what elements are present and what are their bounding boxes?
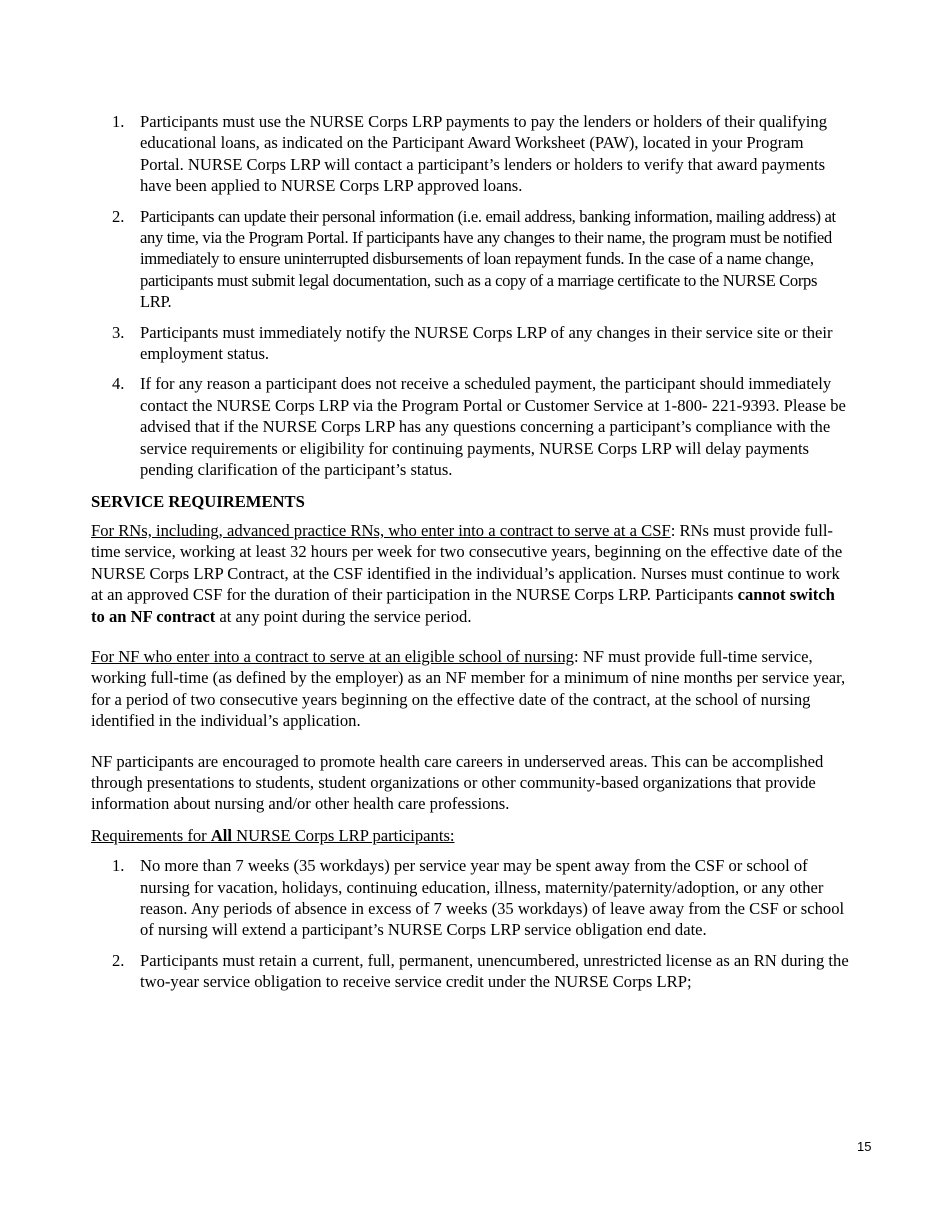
list-number: 3. — [112, 322, 125, 342]
requirements-title-bold: All — [210, 825, 233, 845]
nf-lead-text: For NF who enter into a contract to serve at an eligible school of nursing — [91, 646, 574, 666]
section-heading: SERVICE REQUIREMENTS — [91, 491, 305, 511]
list-number: 1. — [112, 112, 125, 131]
rn-body-text: : RNs must provide full-time service, working at least 32 hours per week for two consecutive years, beginning on the effective date of the NURSE Corps LRP Contract, at the CSF identified in the individual’s application. Nurses must continue to work at an approved CSF for the duration of their participation in the NURSE Corps LRP. Participants — [91, 520, 843, 605]
list-number: 4. — [112, 374, 125, 394]
list-item — [91, 322, 851, 365]
rn-lead-text: For RNs, including, advanced practice RNs, who enter into a contract to serve at a CSF — [91, 520, 671, 540]
nf-body-text: : NF must provide full-time service, working full-time (as defined by the employer) as an NF member for a minimum of nine months per service year, for a period of two consecutive years beginning on the effective date of the contract, at the school of nursing identified in the individual’s application. — [91, 646, 846, 731]
nf-requirements-paragraph — [91, 646, 851, 732]
requirements-title-pre: Requirements for — [91, 825, 211, 845]
list-item-text: If for any reason a participant does not receive a scheduled payment, the participant should immediately contact the NURSE Corps LRP via the Program Portal or Customer Service at 1-800- 221-9393. Please be advised that if the NURSE Corps LRP has any questions concerning a participant’s compliance with the service requirements or eligibility for continuing payments, NURSE Corps LRP will delay payments pending clarification of the participant’s status. — [140, 374, 846, 480]
page-content — [91, 111, 851, 1002]
requirements-title-post: NURSE Corps LRP participants: — [232, 825, 455, 845]
list-item-text: Participants must immediately notify the NURSE Corps LRP of any changes in their service site or their employment status. — [140, 322, 833, 364]
list-number: 2. — [112, 206, 125, 226]
requirements-title — [91, 825, 851, 846]
rn-bold-text: cannot switch to an NF contract — [91, 585, 835, 626]
list-item — [91, 373, 851, 480]
nf-encourage-paragraph: NF participants are encouraged to promote health care careers in underserved areas. This can be accomplished through presentations to students, student organizations or other community-based organizations that provide information about nursing and/or other health care professions. — [91, 751, 824, 814]
list-number: 2. — [112, 950, 125, 970]
list-item-text: Participants must use the NURSE Corps LRP payments to pay the lenders or holders of their qualifying educational loans, as indicated on the Participant Award Worksheet (PAW), located in your Program Portal. NURSE Corps LRP will contact a participant’s lenders or holders to verify that award payments have been applied to NURSE Corps LRP approved loans. — [140, 112, 828, 196]
rn-tail-text: at any point during the service period. — [215, 606, 472, 626]
list-item-text: Participants can update their personal information (i.e. email address, banking information, mailing address) at any time, via the Program Portal. If participants have any changes to their name, the program must be notified immediately to ensure uninterrupted disbursements of loan repayment funds. In the case of a name change, participants must submit legal documentation, such as a copy of a marriage certificate to the NURSE Corps LRP. — [140, 206, 836, 312]
list-item — [91, 855, 851, 941]
list-item — [91, 206, 851, 313]
list-item-text: Participants must retain a current, full, permanent, unencumbered, unrestricted license as an RN during the two-year service obligation to receive service credit under the NURSE Corps LRP; — [140, 950, 849, 992]
payment-list — [91, 111, 851, 481]
rn-requirements-paragraph — [91, 520, 851, 627]
list-number: 1. — [112, 856, 125, 876]
requirements-list — [91, 855, 851, 992]
list-item — [91, 950, 851, 993]
list-item-text: No more than 7 weeks (35 workdays) per service year may be spent away from the CSF or school of nursing for vacation, holidays, continuing education, illness, maternity/paternity/adoption, or any other reason. Any periods of absence in excess of 7 weeks (35 workdays) of leave away from the CSF or school of nursing will extend a participant’s NURSE Corps LRP service obligation end date. — [140, 856, 845, 940]
list-item — [91, 111, 851, 197]
page-number: 15 — [857, 1139, 872, 1154]
